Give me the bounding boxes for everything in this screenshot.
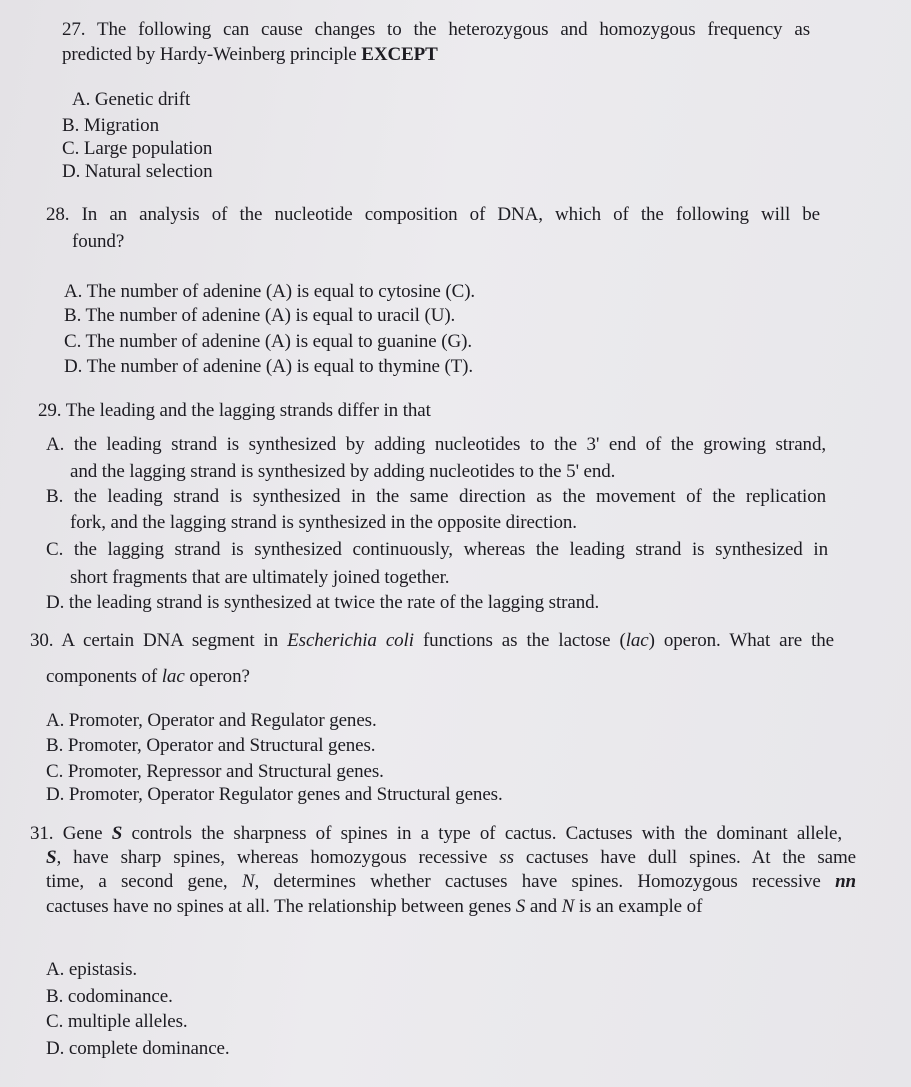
- text-segment: 30. A certain DNA segment in: [30, 630, 288, 651]
- option-d-line: [46, 784, 503, 806]
- text-segment: B. the leading strand is synthesized in the same direction as the movement of the replication: [46, 486, 826, 507]
- text-segment: B. Promoter, Operator and Structural genes.: [46, 735, 376, 756]
- text-segment: C. The number of adenine (A) is equal to guanine (G).: [64, 331, 473, 352]
- text-segment: short fragments that are ultimately joined together.: [70, 567, 450, 588]
- text-segment: A. epistasis.: [46, 959, 138, 980]
- option-b-line: [64, 305, 455, 327]
- option-b-line: [46, 986, 173, 1008]
- text-segment: EXCEPT: [361, 44, 438, 65]
- question-29-stem-line: [38, 400, 431, 422]
- text-segment: 28. In an analysis of the nucleotide composition of DNA, which of the following will be: [46, 204, 820, 225]
- text-segment: predicted by Hardy-Weinberg principle: [62, 44, 362, 65]
- text-segment: 29. The leading and the lagging strands differ in that: [38, 400, 431, 421]
- text-segment: D. Natural selection: [62, 161, 213, 182]
- option-a-line: [72, 89, 190, 111]
- option-c-line: [64, 331, 472, 353]
- option-d-line: [64, 356, 473, 378]
- text-segment: cactuses have no spines at all. The relationship between genes: [46, 896, 516, 917]
- text-segment: and: [525, 896, 562, 917]
- option-a-line: [46, 434, 826, 456]
- text-segment: is an example of: [574, 896, 703, 917]
- text-segment: N: [241, 871, 255, 892]
- text-segment: D. The number of adenine (A) is equal to thymine (T).: [64, 356, 474, 377]
- option-b-line: [70, 512, 577, 534]
- text-segment: 31. Gene: [30, 823, 112, 844]
- text-segment: operon?: [184, 666, 250, 687]
- option-c-line: [46, 761, 384, 783]
- text-segment: S: [46, 847, 57, 868]
- text-segment: ) operon. What are the: [648, 630, 834, 651]
- text-segment: B. Migration: [62, 115, 159, 136]
- text-segment: D. the leading strand is synthesized at twice the rate of the lagging strand.: [46, 592, 600, 613]
- text-segment: lac: [625, 630, 649, 651]
- option-b-line: [46, 486, 826, 508]
- text-segment: B. The number of adenine (A) is equal to uracil (U).: [64, 305, 456, 326]
- text-segment: C. Promoter, Repressor and Structural genes.: [46, 761, 384, 782]
- question-31-stem-line: [46, 847, 856, 869]
- question-31-stem-line: [46, 896, 702, 918]
- text-segment: , determines whether cactuses have spines. Homozygous recessive: [254, 871, 836, 892]
- option-c-line: [46, 1011, 188, 1033]
- question-28-stem-line: [72, 231, 124, 253]
- text-segment: lac: [161, 666, 185, 687]
- text-segment: nn: [835, 871, 856, 892]
- text-segment: functions as the lactose (: [413, 630, 626, 651]
- option-a-line: [46, 959, 137, 981]
- text-segment: D. Promoter, Operator Regulator genes and Structural genes.: [46, 784, 503, 805]
- option-a-line: [64, 281, 475, 303]
- question-31-stem-line: [46, 871, 856, 893]
- option-a-line: [70, 461, 615, 483]
- text-segment: A. Promoter, Operator and Regulator genes.: [46, 710, 377, 731]
- option-d-line: [62, 161, 212, 183]
- question-30-stem-line: [30, 630, 834, 652]
- option-d-line: [46, 592, 599, 614]
- text-segment: D. complete dominance.: [46, 1038, 230, 1059]
- question-28-stem-line: [46, 204, 820, 226]
- question-31-stem-line: [30, 823, 842, 845]
- option-b-line: [46, 735, 375, 757]
- text-segment: N: [561, 896, 575, 917]
- text-segment: A. the leading strand is synthesized by adding nucleotides to the 3' end of the growing strand,: [46, 434, 826, 455]
- text-segment: found?: [72, 231, 125, 252]
- text-segment: components of: [46, 666, 162, 687]
- question-27-stem-line: [62, 19, 810, 41]
- question-30-stem-line: [46, 666, 250, 688]
- text-segment: cactuses have dull spines. At the same: [513, 847, 856, 868]
- option-d-line: [46, 1038, 230, 1060]
- text-segment: time, a second gene,: [46, 871, 242, 892]
- text-segment: S: [515, 896, 526, 917]
- text-segment: C. multiple alleles.: [46, 1011, 188, 1032]
- text-segment: Escherichia coli: [287, 630, 414, 651]
- text-segment: A. Genetic drift: [72, 89, 191, 110]
- option-c-line: [70, 567, 449, 589]
- text-segment: B. codominance.: [46, 986, 173, 1007]
- option-c-line: [46, 539, 828, 561]
- text-segment: A. The number of adenine (A) is equal to cytosine (C).: [64, 281, 476, 302]
- text-segment: 27. The following can cause changes to the heterozygous and homozygous frequency as: [62, 19, 810, 40]
- text-segment: fork, and the lagging strand is synthesized in the opposite direction.: [70, 512, 577, 533]
- option-b-line: [62, 115, 159, 137]
- option-a-line: [46, 710, 377, 732]
- text-segment: controls the sharpness of spines in a type of cactus. Cactuses with the dominant allele,: [122, 823, 843, 844]
- question-27-stem-line: [62, 44, 438, 66]
- text-segment: C. the lagging strand is synthesized continuously, whereas the leading strand is synthesized in: [46, 539, 828, 560]
- option-c-line: [62, 138, 212, 160]
- text-segment: , have sharp spines, whereas homozygous recessive: [56, 847, 500, 868]
- text-segment: S: [111, 823, 123, 844]
- text-segment: and the lagging strand is synthesized by adding nucleotides to the 5' end.: [70, 461, 616, 482]
- text-segment: C. Large population: [62, 138, 213, 159]
- text-segment: ss: [499, 847, 514, 868]
